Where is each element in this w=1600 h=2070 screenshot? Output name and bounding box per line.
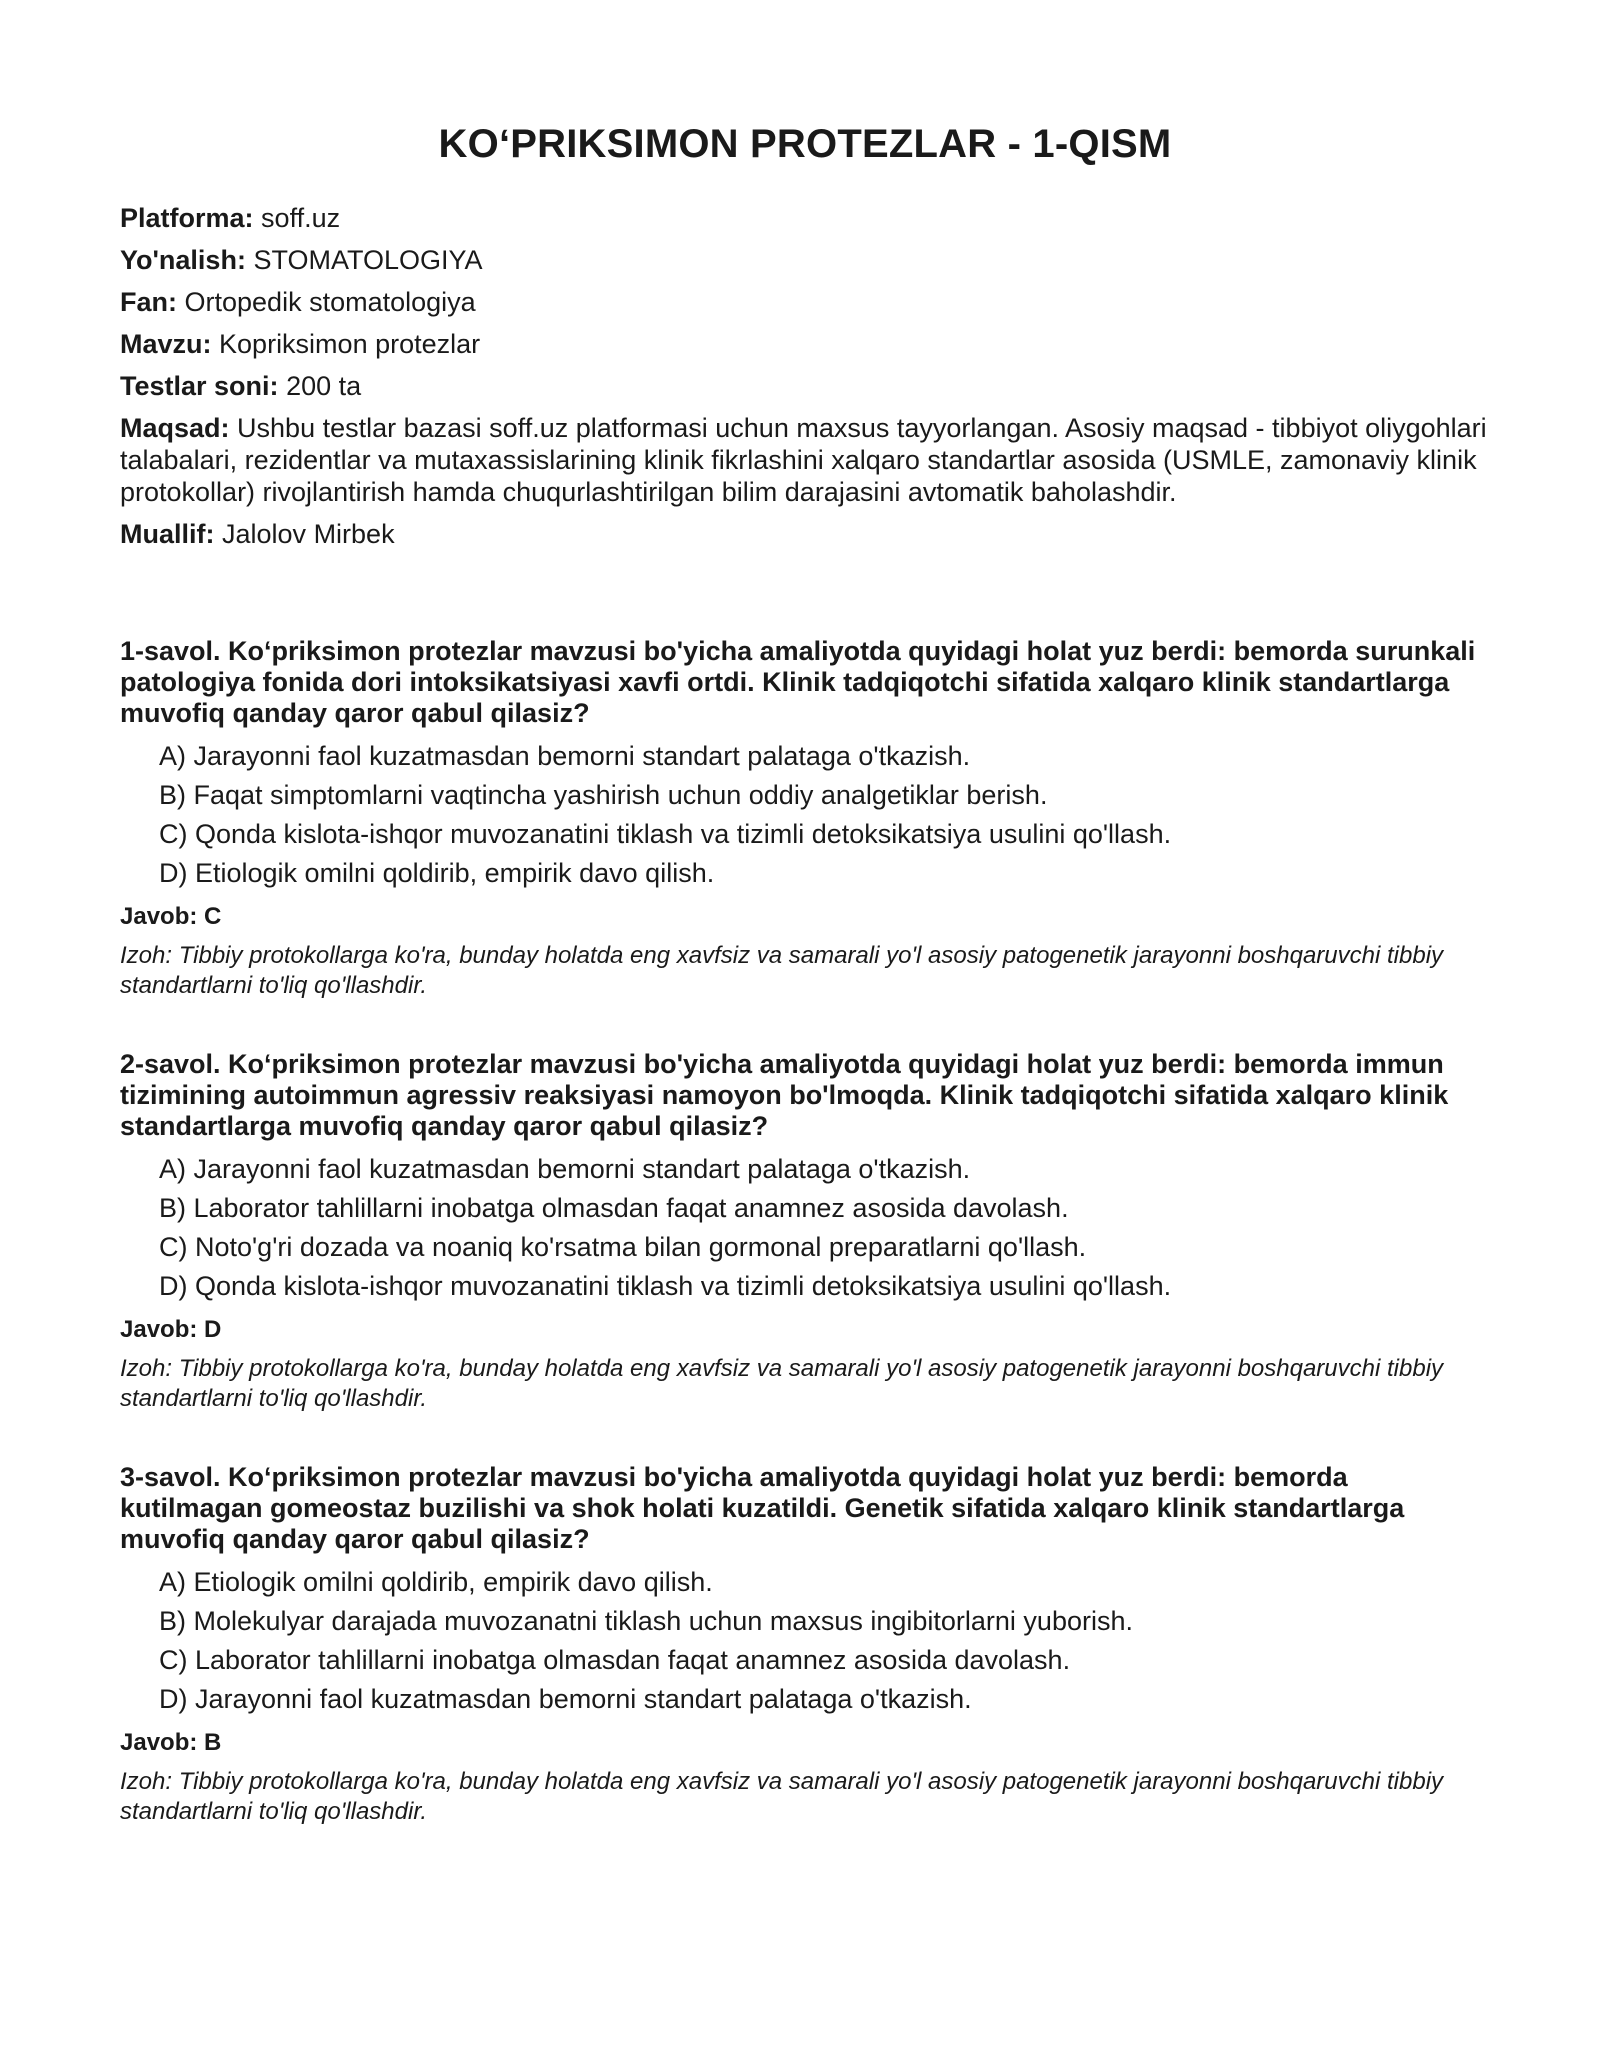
- question-3: [120, 1462, 1490, 1827]
- options-list: [120, 1567, 1490, 1715]
- option-d: D) Etiologik omilni qoldirib, empirik davo qilish.: [159, 858, 715, 888]
- meta-purpose: [120, 412, 1490, 508]
- option-c: C) Noto'g'ri dozada va noaniq ko'rsatma bilan gormonal preparatlarni qo'llash.: [159, 1232, 1087, 1262]
- meta-author: [120, 518, 1490, 550]
- meta-purpose-value: Ushbu testlar bazasi soff.uz platformasi uchun maxsus tayyorlangan. Asosiy maqsad - tibbiyot oliygohlari talabalari, rezidentlar va mutaxassislarining klinik fikrlashini xalqaro standartlar asosida (USMLE, zamonaviy klinik protokollar) rivojlantirish hamda chuqurlashtirilgan bilim darajasini avtomatik baholashdir.: [120, 413, 1487, 507]
- option-b: B) Molekulyar darajada muvozanatni tiklash uchun maxsus ingibitorlarni yuborish.: [159, 1606, 1133, 1636]
- question-1: [120, 636, 1490, 1001]
- option-b: B) Laborator tahlillarni inobatga olmasdan faqat anamnez asosida davolash.: [159, 1193, 1069, 1223]
- document-metadata: [120, 202, 1490, 550]
- meta-platform: [120, 202, 1490, 234]
- question-text: 2-savol. Ko‘priksimon protezlar mavzusi bo'yicha amaliyotda quyidagi holat yuz berdi: bemorda immun tizimining autoimmun agressiv reaksiyasi namoyon bo'lmoqda. Klinik tadqiqotchi sifatida xalqaro klinik standartlarga muvofiq qanday qaror qabul qilasiz?: [120, 1049, 1449, 1141]
- meta-direction: [120, 244, 1490, 276]
- question-text: 3-savol. Ko‘priksimon protezlar mavzusi bo'yicha amaliyotda quyidagi holat yuz berdi: bemorda kutilmagan gomeostaz buzilishi va shok holati kuzatildi. Genetik sifatida xalqaro klinik standartlarga muvofiq qanday qaror qabul qilasiz?: [120, 1462, 1405, 1554]
- question-2: [120, 1049, 1490, 1414]
- explanation-note: Izoh: Tibbiy protokollarga ko'ra, bunday holatda eng xavfsiz va samarali yo'l asosiy patogenetik jarayonni boshqaruvchi tibbiy standartlarni to'liq qo'llashdir.: [120, 942, 1444, 999]
- option-a: A) Etiologik omilni qoldirib, empirik davo qilish.: [159, 1567, 713, 1597]
- meta-tests-label: Testlar soni:: [120, 371, 279, 401]
- meta-author-value: Jalolov Mirbek: [222, 519, 395, 549]
- document-page: [120, 120, 1490, 1875]
- meta-platform-label: Platforma:: [120, 203, 254, 233]
- questions-list: [120, 636, 1490, 1827]
- meta-topic-label: Mavzu:: [120, 329, 212, 359]
- meta-platform-value: soff.uz: [261, 203, 341, 233]
- document-title: KO‘PRIKSIMON PROTEZLAR - 1-QISM: [438, 122, 1172, 166]
- meta-topic: [120, 328, 1490, 360]
- options-list: [120, 1154, 1490, 1302]
- option-c: C) Laborator tahlillarni inobatga olmasdan faqat anamnez asosida davolash.: [159, 1645, 1071, 1675]
- meta-topic-value: Kopriksimon protezlar: [219, 329, 481, 359]
- option-b: B) Faqat simptomlarni vaqtincha yashirish uchun oddiy analgetiklar berish.: [159, 780, 1048, 810]
- meta-direction-label: Yo'nalish:: [120, 245, 246, 275]
- answer-key: Javob: B: [120, 1729, 222, 1756]
- meta-tests-value: 200 ta: [286, 371, 362, 401]
- answer-key: Javob: D: [120, 1316, 222, 1343]
- option-a: A) Jarayonni faol kuzatmasdan bemorni standart palataga o'tkazish.: [159, 1154, 971, 1184]
- answer-key: Javob: C: [120, 903, 222, 930]
- option-d: D) Qonda kislota-ishqor muvozanatini tiklash va tizimli detoksikatsiya usulini qo'llash.: [159, 1271, 1172, 1301]
- meta-tests-count: [120, 370, 1490, 402]
- meta-direction-value: STOMATOLOGIYA: [253, 245, 483, 275]
- explanation-note: Izoh: Tibbiy protokollarga ko'ra, bunday holatda eng xavfsiz va samarali yo'l asosiy patogenetik jarayonni boshqaruvchi tibbiy standartlarni to'liq qo'llashdir.: [120, 1768, 1444, 1825]
- meta-author-label: Muallif:: [120, 519, 215, 549]
- option-a: A) Jarayonni faol kuzatmasdan bemorni standart palataga o'tkazish.: [159, 741, 971, 771]
- option-c: C) Qonda kislota-ishqor muvozanatini tiklash va tizimli detoksikatsiya usulini qo'llash.: [159, 819, 1172, 849]
- meta-subject-value: Ortopedik stomatologiya: [184, 287, 476, 317]
- meta-subject-label: Fan:: [120, 287, 177, 317]
- option-d: D) Jarayonni faol kuzatmasdan bemorni standart palataga o'tkazish.: [159, 1684, 972, 1714]
- meta-subject: [120, 286, 1490, 318]
- meta-purpose-label: Maqsad:: [120, 413, 230, 443]
- explanation-note: Izoh: Tibbiy protokollarga ko'ra, bunday holatda eng xavfsiz va samarali yo'l asosiy patogenetik jarayonni boshqaruvchi tibbiy standartlarni to'liq qo'llashdir.: [120, 1355, 1444, 1412]
- question-text: 1-savol. Ko‘priksimon protezlar mavzusi bo'yicha amaliyotda quyidagi holat yuz berdi: bemorda surunkali patologiya fonida dori intoksikatsiyasi xavfi ortdi. Klinik tadqiqotchi sifatida xalqaro klinik standartlarga muvofiq qanday qaror qabul qilasiz?: [120, 636, 1476, 728]
- options-list: [120, 741, 1490, 889]
